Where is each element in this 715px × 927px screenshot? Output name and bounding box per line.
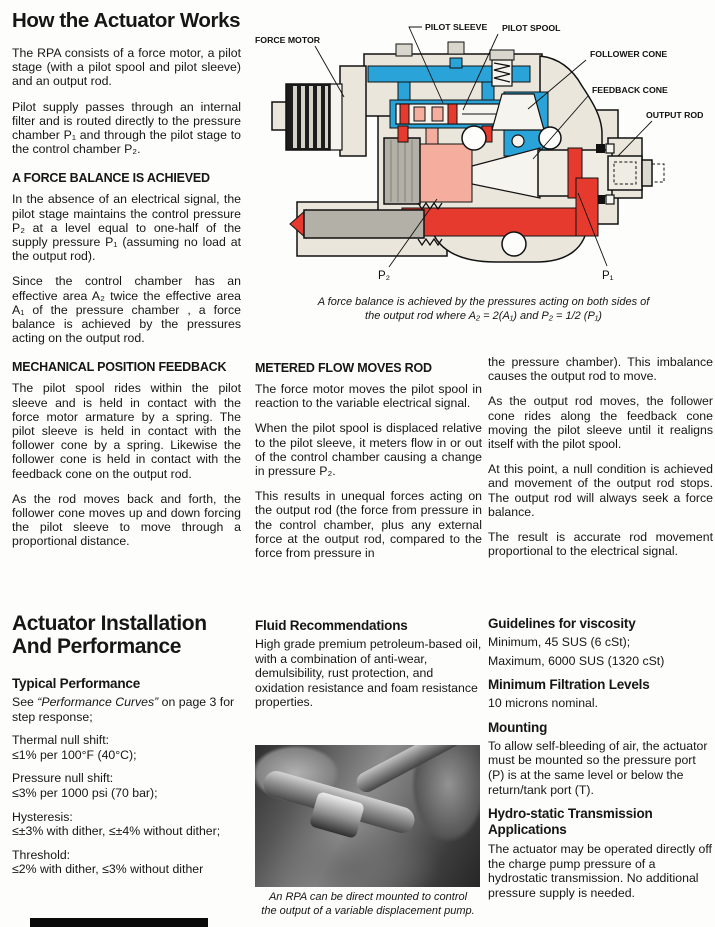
label-p1: P₁ [602,270,614,282]
actuator-cutaway-diagram [252,0,715,286]
hydrostatic-body: The actuator may be operated directly off the charge pump pressure of a hydrostatic transmission. No additional pressure supply is needed. [488,842,712,900]
photo-caption [243,891,493,918]
installation-title-line1: Actuator Installation [12,612,207,635]
viscosity-line2: Maximum, 6000 SUS (1320 cSt) [488,653,665,668]
label-force-motor: FORCE MOTOR [255,35,320,45]
footer-bar [30,918,208,927]
heading-mounting: Mounting [488,719,548,735]
heading-hydrostatic: Hydro-static Transmission Applications [488,806,653,838]
paragraph: the pressure chamber). This imbalance causes the output rod to move. [488,355,713,384]
metered-flow-column [255,355,482,571]
perf-value: ≤3% per 1000 psi (70 bar); [12,785,158,800]
pump-photo [255,745,480,887]
label-pilot-spool: PILOT SPOOL [502,23,561,33]
top-hex-bolt [448,42,464,54]
bolt-hole [502,232,526,256]
perf-item [12,848,243,877]
filtration-body: 10 microns nominal. [488,696,599,711]
perf-label: Pressure null shift: [12,771,114,786]
heading-filtration: Minimum Filtration Levels [488,677,650,693]
label-follower-cone: FOLLOWER CONE [590,49,668,59]
paragraph-see-performance-curves [12,695,243,724]
label-feedback-cone: FEEDBACK CONE [592,85,668,95]
perf-label: Threshold: [12,847,71,862]
paragraph: The force motor moves the pilot spool in reaction to the variable electrical signal. [255,382,482,411]
photo-caption-line1: An RPA can be direct mounted to control [268,891,468,903]
label-p2: P₂ [378,270,391,282]
force-motor-part [272,84,330,150]
heading-viscosity: Guidelines for viscosity [488,616,636,631]
paragraph: At this point, a null condition is achieved and movement of the output rod stops. The output rod will always seek a force balance. [488,462,713,519]
diagram-caption [252,296,715,323]
mounting-body: To allow self-bleeding of air, the actuator must be mounted so the pressure port (P) is at the same level or below the return/tank port (T). [488,738,708,797]
paragraph: As the output rod moves, the follower cone rides along the feedback cone moving the pilot sleeve until it realigns itself with the pilot spool. [488,394,713,452]
perf-item [12,771,243,800]
paragraph: The RPA consists of a force motor, a pilot stage (with a pilot spool and pilot sleeve) and an output rod. [12,46,241,89]
perf-item [12,810,243,839]
heading-typical-performance: Typical Performance [12,676,141,691]
diagram-caption-line1: A force balance is achieved by the pressures acting on both sides of [317,296,650,308]
section-heading-force-balance: A FORCE BALANCE IS ACHIEVED [12,171,210,186]
paragraph: This results in unequal forces acting on the output rod (the force from pressure in the control chamber, plus any external force at the output rod, compared to the force from pressure in [255,489,482,561]
installation-column [12,612,243,886]
perf-label: Hysteresis: [12,809,73,824]
label-pilot-sleeve: PILOT SLEEVE [425,22,488,32]
see-prefix: See [12,695,38,709]
heading-fluid-recommendations: Fluid Recommendations [255,618,408,633]
spring-cap-bolt [490,50,514,60]
paragraph: The result is accurate rod movement proportional to the electrical signal. [488,530,713,559]
guidelines-column [488,616,713,910]
paragraph: When the pilot spool is displaced relative to the pilot sleeve, it meters flow in or out of the control chamber causing a change in pressure P₂. [255,421,482,479]
photo-caption-line2: the output of a variable displacement pump. [261,904,475,917]
diagram-block [252,0,715,323]
section-heading-metered-flow: METERED FLOW MOVES ROD [255,361,432,375]
perf-value: ≤±3% with dither, ≤±4% without dither; [12,824,221,839]
paragraph: In the absence of an electrical signal, the pilot stage maintains the control pressure P₂ at a level equal to one-half of the supply pressure P₁ (assuming no load at the output rod). [12,192,241,264]
perf-item [12,733,243,762]
paragraph: As the rod moves back and forth, the follower cone moves up and down forcing the pilot sleeve to move through a proportional distance. [12,491,241,549]
photo-hose [353,745,467,796]
paragraph: The pilot spool rides within the pilot sleeve and is held in contact with the force motor armature by a spring. The pilot sleeve is held in contact with the follower cone by a spring. Likewise the follower cone is held in contact with the feedback cone on the output rod. [12,381,241,481]
diagram-caption-line2: the output rod where A₂ = 2(A₁) and P₂ = 1/2 (P₁) [365,309,602,322]
paragraph: Pilot supply passes through an internal filter and is routed directly to the pressure chamber P₁ and through the pilot stage to the control chamber P₂. [12,99,241,157]
fluid-column [255,618,482,719]
perf-value: ≤1% per 100°F (40°C); [12,747,137,762]
paragraph: High grade premium petroleum-based oil, with a combination of anti-wear, demulsibility, rust protection, and oxidation resistance and foam resistance properties. [255,637,482,710]
perf-value: ≤2% with dither, ≤3% without dither [12,862,204,877]
perf-label: Thermal null shift: [12,733,110,748]
installation-title [12,612,243,658]
section-heading-mechanical-feedback: MECHANICAL POSITION FEEDBACK [12,360,227,375]
page-title: How the Actuator Works [12,9,241,32]
installation-title-line2: And Performance [12,635,182,658]
bolt-hole [462,126,486,150]
viscosity-line1: Minimum, 45 SUS (6 cSt); [488,635,631,649]
how-it-works-column [12,10,241,560]
see-suffix: on page 3 for step response; [12,695,235,724]
see-italic: “Performance Curves” [37,695,159,709]
continuation-column [488,355,713,569]
top-bolt [396,44,412,56]
paragraph: Since the control chamber has an effective area A₂ twice the effective area A₁ of the pressure chamber , a force balance is achieved by the pressures acting on the output rod. [12,274,241,346]
label-output-rod: OUTPUT ROD [646,110,704,120]
